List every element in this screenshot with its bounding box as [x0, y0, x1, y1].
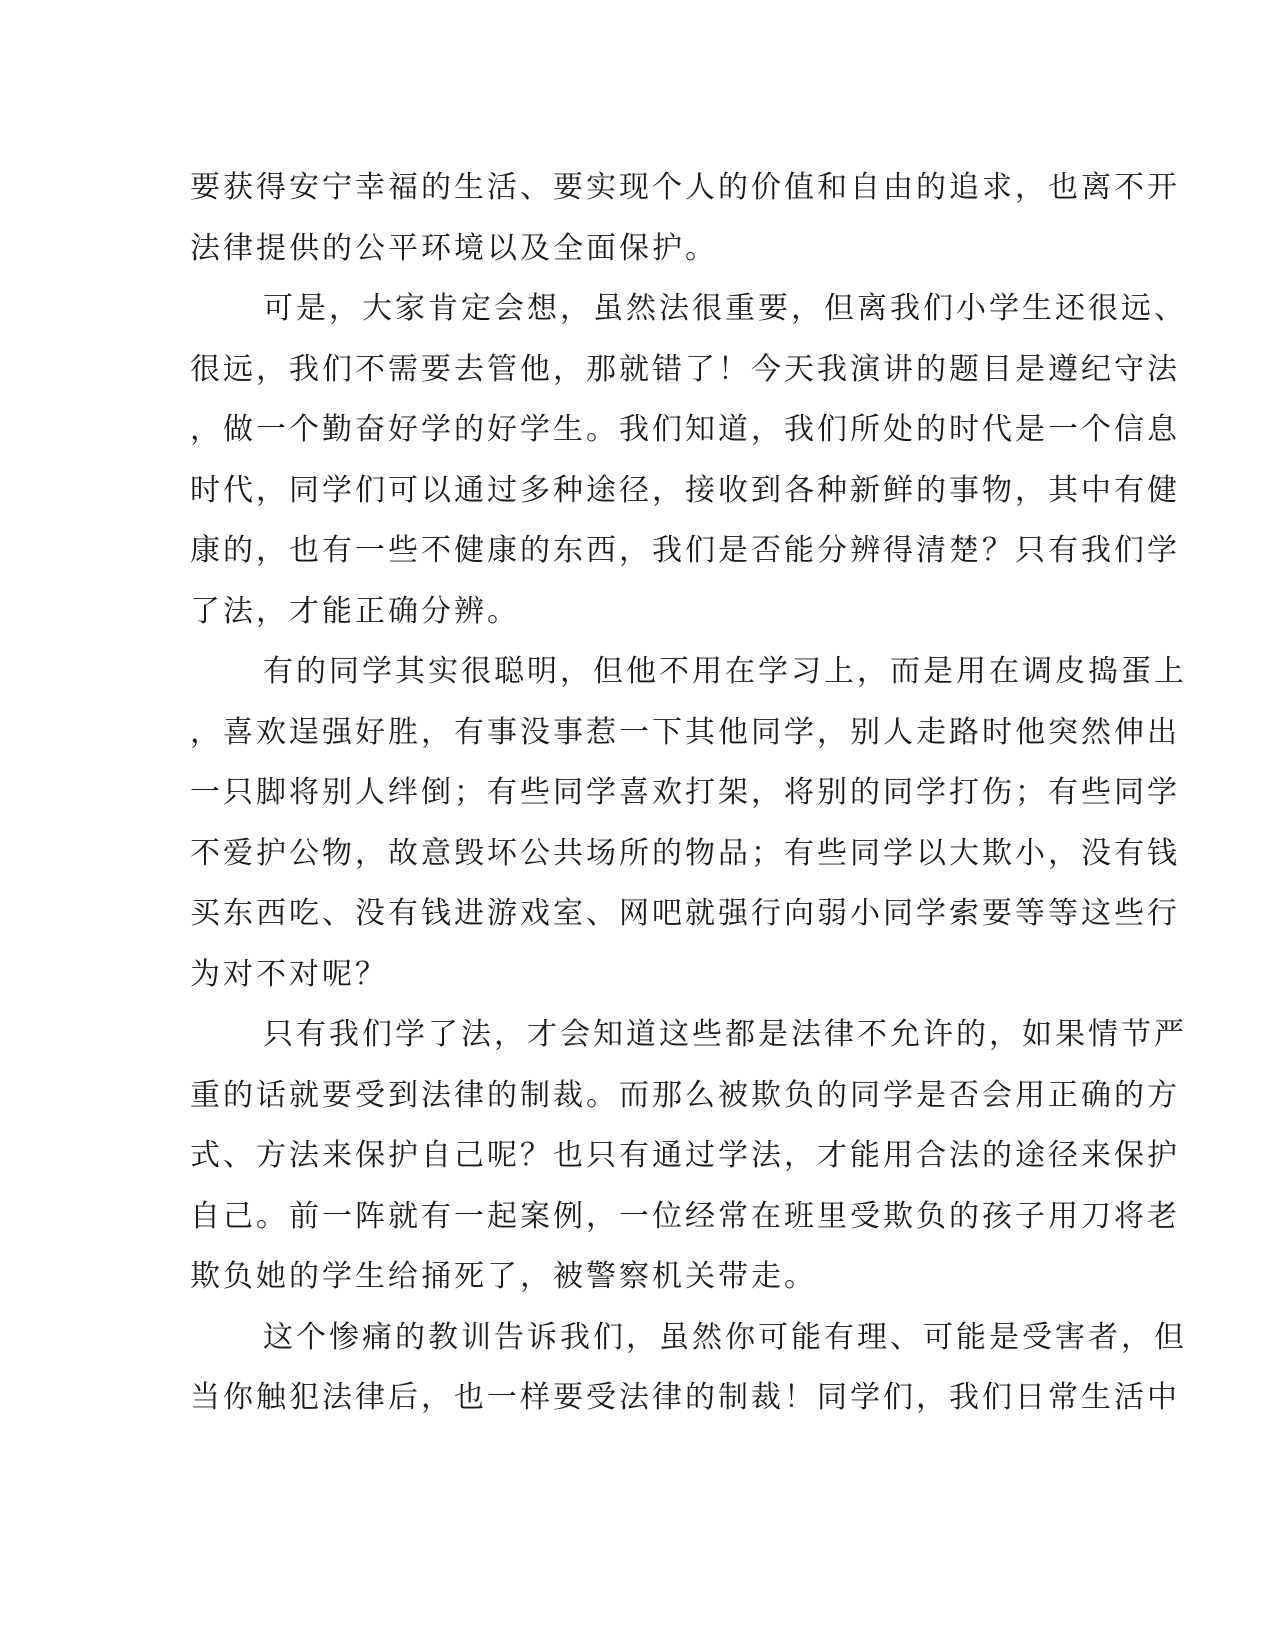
- text-line: 很远，我们不需要去管他，那就错了！今天我演讲的题目是遵纪守法: [190, 351, 1180, 387]
- text-line: 欺负她的学生给捅死了，被警察机关带走。: [190, 1259, 817, 1294]
- text-line: 康的，也有一些不健康的东西，我们是否能分辨得清楚？只有我们学: [190, 533, 1180, 568]
- text-line: ，做一个勤奋好学的好学生。我们知道，我们所处的时代是一个信息: [190, 412, 1180, 447]
- document-body: [190, 158, 1187, 1429]
- text-line: 时代，同学们可以通过多种途径，接收到各种新鲜的事物，其中有健: [190, 472, 1180, 508]
- text-line: 了法，才能正确分辨。: [190, 593, 520, 629]
- text-line: 要获得安宁幸福的生活、要实现个人的价值和自由的追求，也离不开: [190, 170, 1180, 205]
- text-line: 不爱护公物，故意毁坏公共场所的物品；有些同学以大欺小，没有钱: [190, 835, 1180, 871]
- paragraph: [190, 1005, 1187, 1308]
- text-line: 只有我们学了法，才会知道这些都是法律不允许的，如果情节严: [263, 1017, 1187, 1052]
- text-line: 式、方法来保护自己呢？也只有通过学法，才能用合法的途径来保护: [190, 1138, 1180, 1173]
- text-line: 买东西吃、没有钱进游戏室、网吧就强行向弱小同学索要等等这些行: [190, 896, 1180, 931]
- text-line: 自己。前一阵就有一起案例，一位经常在班里受欺负的孩子用刀将老: [190, 1198, 1180, 1234]
- paragraph: [190, 158, 1180, 279]
- paragraph: [190, 279, 1187, 642]
- text-line: 法律提供的公平环境以及全面保护。: [190, 230, 718, 266]
- text-line: 有的同学其实很聪明，但他不用在学习上，而是用在调皮捣蛋上: [263, 654, 1187, 689]
- text-line: 这个惨痛的教训告诉我们，虽然你可能有理、可能是受害者，但: [263, 1319, 1187, 1355]
- text-line: 重的话就要受到法律的制裁。而那么被欺负的同学是否会用正确的方: [190, 1077, 1180, 1113]
- paragraph: [190, 1308, 1187, 1429]
- text-line: 为对不对呢？: [190, 956, 388, 992]
- text-line: 一只脚将别人绊倒；有些同学喜欢打架，将别的同学打伤；有些同学: [190, 775, 1180, 810]
- text-line: 可是，大家肯定会想，虽然法很重要，但离我们小学生还很远、: [263, 291, 1187, 326]
- text-line: ，喜欢逞强好胜，有事没事惹一下其他同学，别人走路时他突然伸出: [190, 714, 1180, 750]
- paragraph: [190, 642, 1187, 1005]
- text-line: 当你触犯法律后，也一样要受法律的制裁！同学们，我们日常生活中: [190, 1380, 1180, 1415]
